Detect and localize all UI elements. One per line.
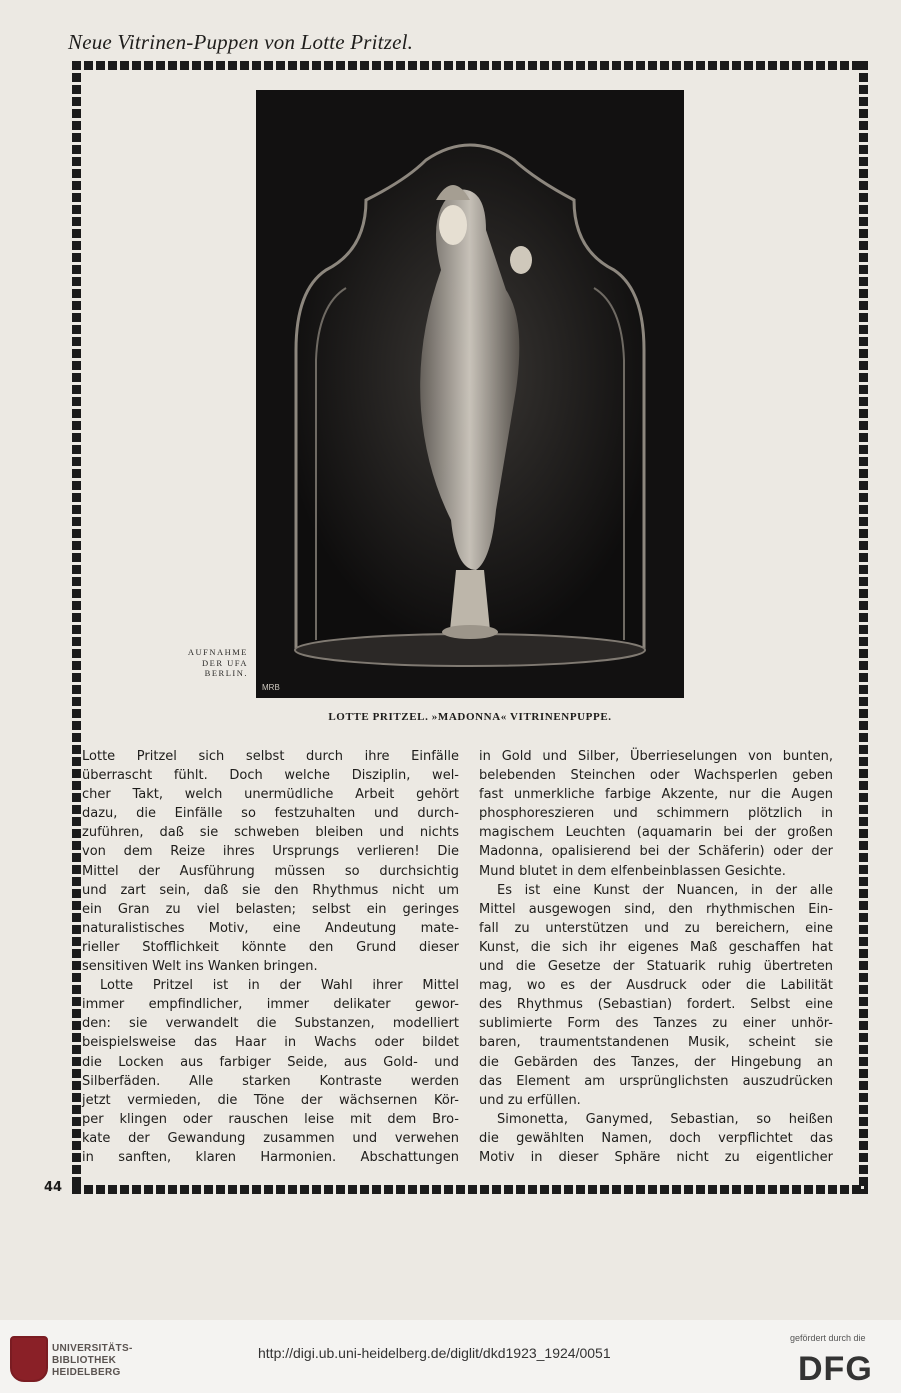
text-line: jetzt vermieden, die Töne der wächsernen Kör- [82, 1092, 459, 1108]
text-line: überrascht fühlt. Doch welche Disziplin, wel- [82, 768, 459, 784]
text-line: in sanften, klaren Harmonien. Abschattungen [82, 1149, 459, 1165]
dfg-logo[interactable]: DFG [798, 1350, 873, 1388]
text-line: sensitiven Welt ins Wanken bringen. [82, 959, 318, 975]
text-line: rieller Stofflichkeit könnte den Grund dieser [82, 939, 459, 955]
text-line: die Gebärden des Tanzes, der Hingebung an [479, 1054, 833, 1070]
sponsor-label: gefördert durch die [790, 1333, 866, 1343]
text-line: und die Gesetze der Statuarik ruhig übertreten [479, 959, 833, 975]
text-line: fall zu unterstützen und zu bereichern, eine [479, 920, 833, 936]
text-line: Lotte Pritzel ist in der Wahl ihrer Mittel [100, 978, 459, 994]
text-line: Madonna, opalisierend bei der Schäferin) oder der [479, 844, 833, 860]
text-line: belebenden Steinchen oder Wachsperlen geben [479, 768, 833, 784]
text-line: cher Takt, welch unermüdliche Arbeit gehört [82, 787, 459, 803]
library-line: HEIDELBERG [52, 1367, 121, 1378]
text-line: mag, wo es der Ausdruck oder die Labilität [479, 978, 833, 994]
text-line: den: sie verwandelt die Substanzen, modelliert [82, 1016, 459, 1032]
border-bottom [72, 1185, 868, 1194]
text-line: naturalistisches Motiv, eine Andeutung mate- [82, 920, 459, 936]
text-line: von dem Reize ihres Ursprungs verlieren! Die [82, 844, 459, 860]
photo-drawing [256, 90, 684, 698]
text-line: kate der Gewandung zusammen und verwehen [82, 1130, 459, 1146]
text-line: Motiv in dieser Sphäre nicht zu eigentlicher [479, 1149, 833, 1165]
text-line: Mittel der Ausführung müssen so durchsichtig [82, 863, 459, 879]
text-line: Mittel ausgewogen sind, den rhythmischen Ein- [479, 901, 833, 917]
text-line: Mund blutet in dem elfenbeinblassen Gesichte. [479, 863, 786, 879]
library-logo-icon[interactable] [10, 1336, 48, 1382]
madonna-photograph [256, 90, 684, 698]
text-line: fast unmerkliche farbige Akzente, nur die Augen [479, 787, 833, 803]
text-line: magischem Leuchten (aquamarin bei der großen [479, 825, 833, 841]
page-number: 44 [44, 1180, 63, 1195]
right-text-column [479, 747, 833, 1167]
credit-line: AUFNAHME [187, 647, 248, 657]
text-line: zuführen, daß sie schweben bleiben und nichts [82, 825, 459, 841]
text-line: des Rhythmus (Sebastian) fordert. Selbst eine [479, 997, 833, 1013]
text-line: Kunst, die sich ihr eigenes Maß geschaffen hat [479, 939, 833, 955]
credit-line: DER UFA [202, 657, 248, 668]
library-name[interactable] [52, 1343, 133, 1379]
credit-line: BERLIN. [204, 668, 248, 678]
border-top [72, 61, 868, 70]
figure-caption: LOTTE PRITZEL. »MADONNA« VITRINENPUPPE. [328, 711, 612, 723]
text-line: ein Gran zu viel belasten; selbst ein geringes [82, 901, 459, 917]
text-line: Simonetta, Ganymed, Sebastian, so heißen [497, 1111, 833, 1127]
text-line: beispielsweise das Haar in Wachs oder bildet [82, 1035, 459, 1051]
running-title: Neue Vitrinen-Puppen von Lotte Pritzel. [68, 30, 414, 54]
text-line: und zu erfüllen. [479, 1092, 581, 1108]
text-line: die gewählten Namen, doch verpflichtet das [479, 1130, 833, 1146]
border-left [72, 61, 81, 1194]
library-line: UNIVERSITÄTS- [52, 1343, 133, 1354]
photo-credit [160, 647, 248, 679]
text-line: das Element am ursprünglichsten auszudrücken [479, 1073, 833, 1089]
left-text-column [82, 747, 459, 1167]
text-line: Es ist eine Kunst der Nuancen, in der alle [497, 882, 833, 898]
permalink-url[interactable]: http://digi.ub.uni-heidelberg.de/diglit/dkd1923_1924/0051 [258, 1345, 611, 1361]
text-line: in Gold und Silber, Überrieselungen von bunten, [479, 749, 833, 764]
text-line: Lotte Pritzel sich selbst durch ihre Einfälle [82, 749, 459, 764]
text-line: phosphoreszieren und schimmern plötzlich in [479, 806, 833, 822]
text-line: immer empfindlicher, immer delikater gewor- [82, 997, 459, 1013]
text-line: und zart sein, daß sie den Rhythmus nicht um [82, 882, 459, 898]
text-line: sublimierte Form des Tanzes zu einer unhör- [479, 1016, 833, 1032]
text-line: dazu, die Einfälle so festzuhalten und durch- [82, 806, 459, 822]
text-line: per klingen oder rauschen leise mit dem Bro- [82, 1111, 459, 1127]
text-line: die Locken aus farbiger Seide, aus Gold- und [82, 1054, 459, 1070]
text-line: Silberfäden. Alle starken Kontraste werden [82, 1073, 459, 1089]
border-right [859, 61, 868, 1194]
text-line: baren, traumentstandenen Musik, scheint sie [479, 1035, 833, 1051]
photo-monogram: MRB [262, 683, 280, 692]
library-line: BIBLIOTHEK [52, 1355, 117, 1366]
